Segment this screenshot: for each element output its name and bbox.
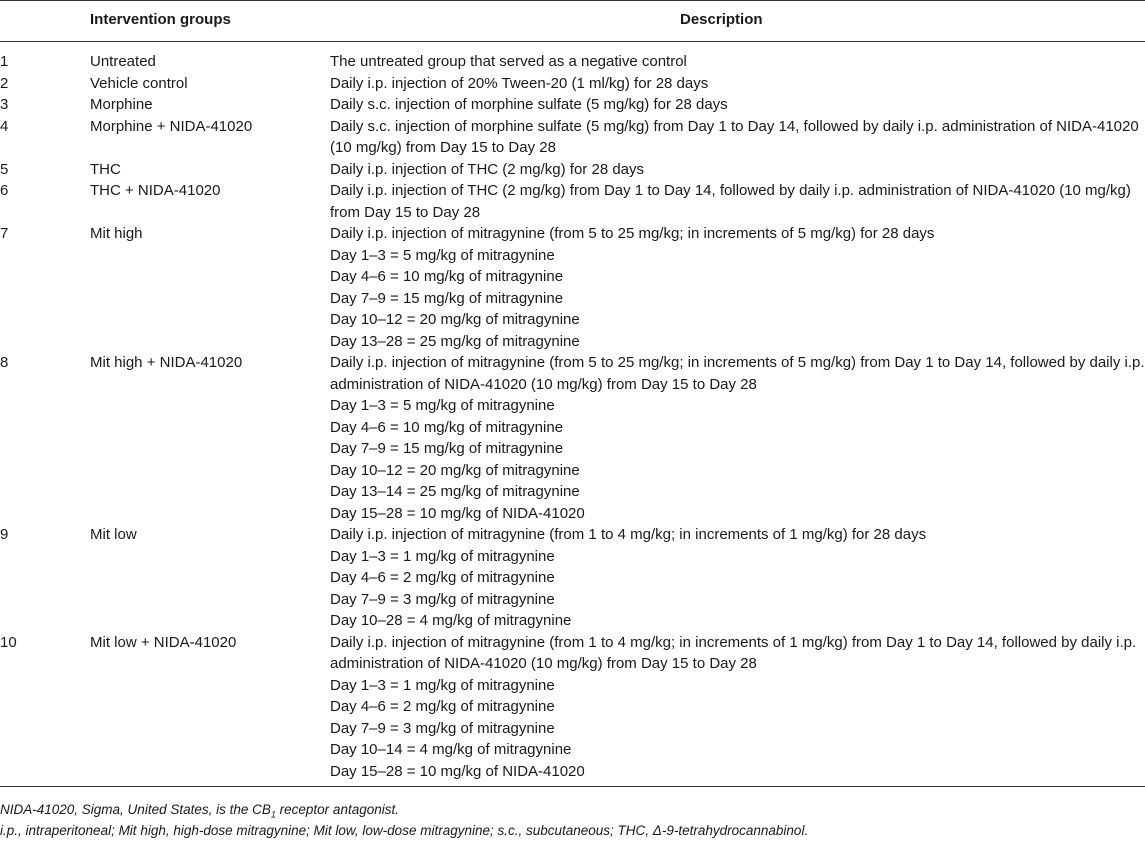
row-number: 1 [0,53,9,70]
description-line: Daily i.p. injection of 20% Tween-20 (1 ml/kg) for 28 days [330,74,709,92]
description-line: Daily s.c. injection of morphine sulfate (5 mg/kg) from Day 1 to Day 14, followed by daily i.p. administration of NIDA-41020 [330,117,1139,135]
description-line: Day 13–28 = 25 mg/kg of mitragynine [330,332,580,350]
row-number: 5 [0,160,9,178]
row-description [330,73,1142,95]
row-number: 8 [0,354,9,371]
row-group: THC [90,160,121,178]
row-number: 9 [0,526,9,543]
description-line: Day 4–6 = 10 mg/kg of mitragynine [330,268,564,285]
row-group: Mit low + NIDA-41020 [90,633,237,651]
description-line: Day 7–9 = 3 mg/kg of mitragynine [330,590,555,608]
description-line: Daily i.p. injection of mitragynine (from 5 to 25 mg/kg; in increments of 5 mg/kg) from Day 1 to Day 14, followed by daily i.p. [330,354,1145,371]
description-line: Day 1–3 = 1 mg/kg of mitragynine [330,676,555,694]
description-line: Daily i.p. injection of mitragynine (from 1 to 4 mg/kg; in increments of 1 mg/kg) for 28 days [330,526,927,543]
footnote-antagonist-tail: receptor antagonist. [275,802,399,817]
description-line: Day 7–9 = 15 mg/kg of mitragynine [330,289,564,307]
description-line: The untreated group that served as a negative control [330,53,687,70]
description-line: Day 1–3 = 1 mg/kg of mitragynine [330,547,555,565]
table-row [0,116,1145,159]
row-description [330,352,1145,524]
row-description [330,116,1142,159]
table-row [0,51,1145,73]
description-line: Daily i.p. injection of THC (2 mg/kg) from Day 1 to Day 14, followed by daily i.p. administration of NIDA-41020 (10 mg/kg) [330,182,1131,199]
table-row [0,73,1145,95]
row-number: 2 [0,74,9,92]
description-line: Day 13–14 = 25 mg/kg of mitragynine [330,483,580,500]
description-line: Daily i.p. injection of mitragynine (from 5 to 25 mg/kg; in increments of 5 mg/kg) for 28 days [330,225,935,242]
table-row [0,352,1145,524]
row-number: 7 [0,225,9,242]
row-group: Mit low [90,526,137,543]
description-line: Day 4–6 = 2 mg/kg of mitragynine [330,698,555,715]
row-description [330,180,1142,223]
description-line: Day 10–14 = 4 mg/kg of mitragynine [330,741,572,758]
description-line: Day 15–28 = 10 mg/kg of NIDA-41020 [330,762,585,780]
row-number: 6 [0,182,9,199]
description-line: administration of NIDA-41020 (10 mg/kg) from Day 15 to Day 28 [330,655,757,672]
description-line: Day 4–6 = 10 mg/kg of mitragynine [330,418,564,436]
table-footnotes [0,787,1145,841]
table-row [0,180,1145,223]
row-group: Morphine + NIDA-41020 [90,117,253,135]
header-description: Description [680,11,763,28]
description-line: Day 4–6 = 2 mg/kg of mitragynine [330,569,555,586]
description-line: Daily i.p. injection of mitragynine (from 1 to 4 mg/kg; in increments of 1 mg/kg) from Day 1 to Day 14, followed by daily i.p. [330,633,1137,651]
table-header [0,0,1145,42]
description-line: Daily i.p. injection of THC (2 mg/kg) for 28 days [330,160,645,178]
table-row [0,159,1145,181]
description-line: Daily s.c. injection of morphine sulfate (5 mg/kg) for 28 days [330,96,728,113]
row-description [330,51,1142,73]
description-line: Day 7–9 = 3 mg/kg of mitragynine [330,719,555,737]
table-row [0,223,1145,352]
description-line: Day 10–12 = 20 mg/kg of mitragynine [330,461,580,479]
description-line: Day 10–28 = 4 mg/kg of mitragynine [330,612,572,629]
table-body [0,42,1145,782]
description-line: (10 mg/kg) from Day 15 to Day 28 [330,139,556,156]
row-description [330,223,1142,352]
row-group: Mit high + NIDA-41020 [90,354,243,371]
row-description [330,524,1142,632]
table-row [0,632,1145,783]
row-description [330,94,1142,116]
footnote-antagonist-text: NIDA-41020, Sigma, United States, is the CB [0,802,271,817]
footnote-subscript: 1 [270,809,276,820]
description-line: administration of NIDA-41020 (10 mg/kg) from Day 15 to Day 28 [330,375,757,393]
description-line: Day 10–12 = 20 mg/kg of mitragynine [330,311,580,328]
header-intervention-groups: Intervention groups [90,11,231,28]
table-row [0,94,1145,116]
row-number: 3 [0,96,9,113]
row-number: 10 [0,633,17,651]
row-group: THC + NIDA-41020 [90,182,221,199]
row-group: Untreated [90,53,156,70]
row-group: Morphine [90,96,153,113]
table-row [0,524,1145,632]
row-number: 4 [0,117,9,135]
description-line: Day 1–3 = 5 mg/kg of mitragynine [330,397,555,414]
row-description [330,632,1142,783]
footnote-abbreviations: i.p., intraperitoneal; Mit high, high-dose mitragynine; Mit low, low-dose mitragynine; s.c., subcutaneous; THC, Δ-9-tetrahydrocannabinol. [0,823,809,838]
description-line: Day 15–28 = 10 mg/kg of NIDA-41020 [330,504,585,522]
footnote-antagonist [0,799,1145,820]
row-group: Vehicle control [90,74,188,92]
row-description [330,159,1142,181]
description-line: Day 1–3 = 5 mg/kg of mitragynine [330,246,555,264]
description-line: from Day 15 to Day 28 [330,203,481,221]
description-line: Day 7–9 = 15 mg/kg of mitragynine [330,440,564,457]
row-group: Mit high [90,225,143,242]
